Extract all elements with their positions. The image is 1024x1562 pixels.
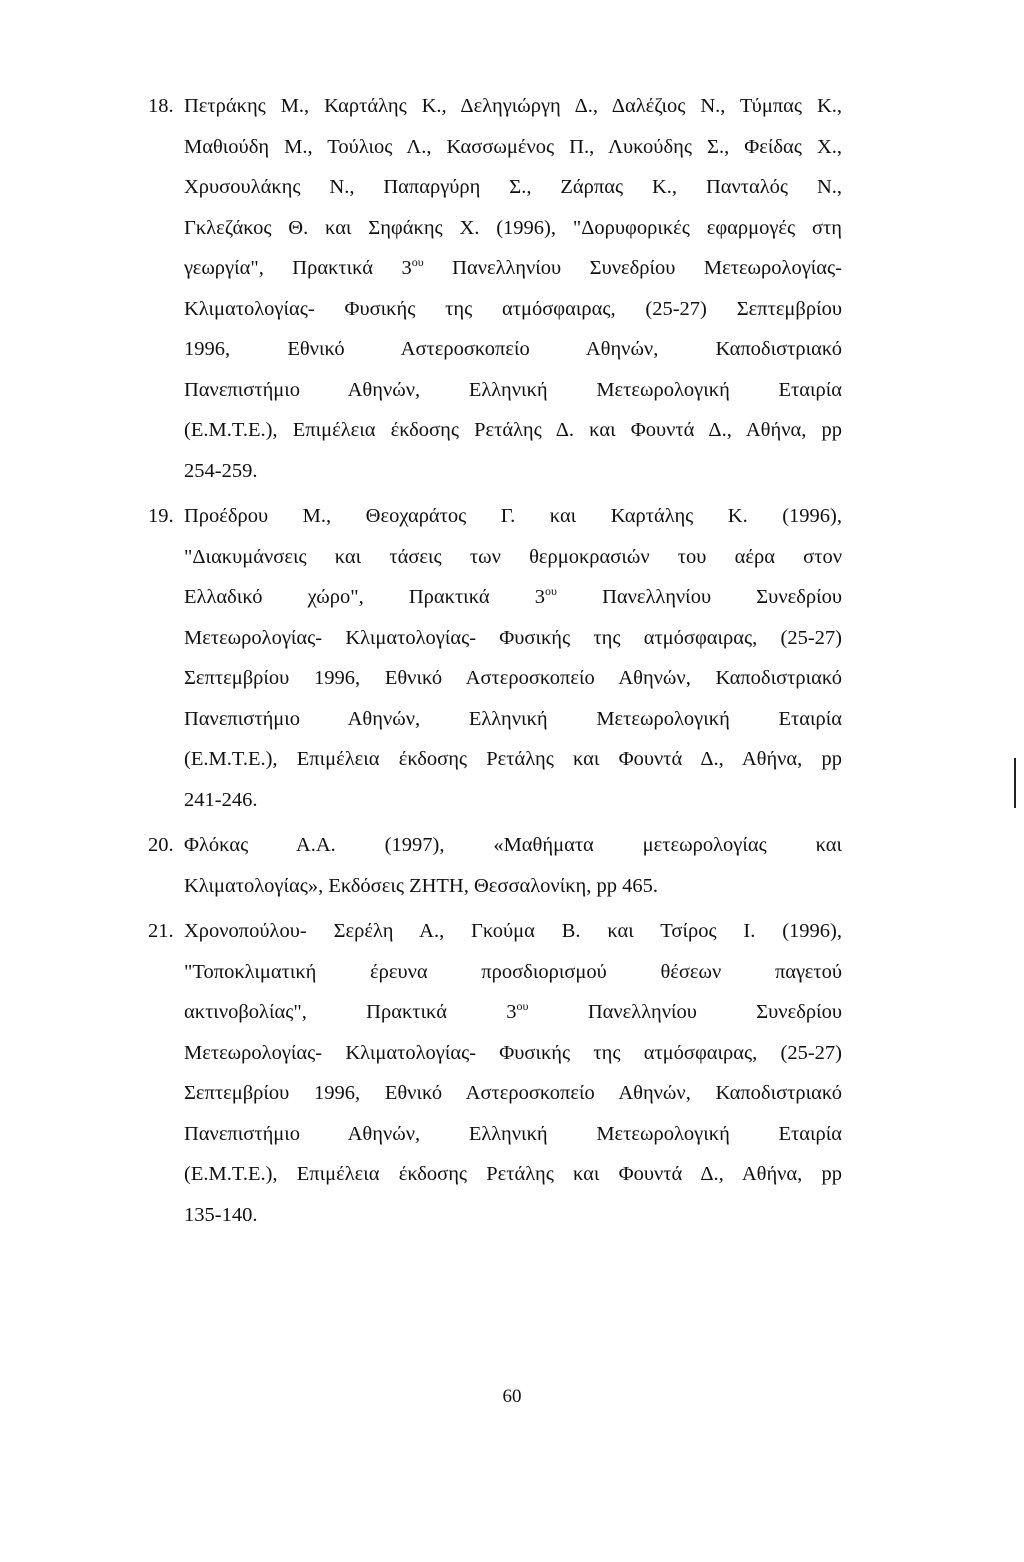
reference-number: 19. <box>148 505 174 527</box>
reference-item <box>148 911 842 1235</box>
reference-line: Φλόκας Α.Α. (1997), «Μαθήματα μετεωρολογίας και <box>184 834 842 856</box>
reference-line: (Ε.Μ.Τ.Ε.), Επιμέλεια έκδοσης Ρετάλης και Φουντά Δ., Αθήνα, pp <box>184 748 842 770</box>
reference-line: (Ε.Μ.Τ.Ε.), Επιμέλεια έκδοσης Ρετάλης Δ. και Φουντά Δ., Αθήνα, pp <box>184 419 842 441</box>
page-number: 60 <box>502 1386 522 1407</box>
reference-line: Σεπτεμβρίου 1996, Εθνικό Αστεροσκοπείο Αθηνών, Καποδιστριακό <box>184 667 842 689</box>
reference-line: Μετεωρολογίας- Κλιματολογίας- Φυσικής της ατμόσφαιρας, (25-27) <box>184 1041 842 1064</box>
reference-line: ακτινοβολίας", Πρακτικά $3^{o\upsilon}$ Πανελληνίου Συνεδρίου <box>184 999 842 1023</box>
reference-line: 241-246. <box>184 788 258 811</box>
reference-line: Γκλεζάκος Θ. και Σηφάκης Χ. (1996), "Δορυφορικές εφαρμογές στη <box>184 216 842 239</box>
reference-number: 18. <box>148 95 174 117</box>
reference-line: (Ε.Μ.Τ.Ε.), Επιμέλεια έκδοσης Ρετάλης και Φουντά Δ., Αθήνα, pp <box>184 1163 842 1185</box>
reference-line: Προέδρου Μ., Θεοχαράτος Γ. και Καρτάλης Κ. (1996), <box>184 505 842 527</box>
margin-mark <box>1014 758 1016 808</box>
reference-line: Κλιματολογίας», Εκδόσεις ΖΗΤΗ, Θεσσαλονίκη, pp 465. <box>184 874 659 897</box>
reference-number: 20. <box>148 834 174 856</box>
reference-line: Μετεωρολογίας- Κλιματολογίας- Φυσικής της ατμόσφαιρας, (25-27) <box>184 626 842 649</box>
reference-line: Κλιματολογίας- Φυσικής της ατμόσφαιρας, (25-27) Σεπτεμβρίου <box>184 297 842 320</box>
reference-line: Πανεπιστήμιο Αθηνών, Ελληνική Μετεωρολογική Εταιρία <box>184 707 842 730</box>
reference-number: 21. <box>148 920 174 942</box>
reference-line: 1996, Εθνικό Αστεροσκοπείο Αθηνών, Καποδιστριακό <box>184 338 842 360</box>
reference-line: Ελλαδικό χώρο", Πρακτικά $3^{o\upsilon}$ Πανελληνίου Συνεδρίου <box>184 584 843 608</box>
reference-line: 254-259. <box>184 459 258 482</box>
reference-line: Χρονοπούλου- Σερέλη Α., Γκούμα Β. και Τσίρος Ι. (1996), <box>184 920 842 942</box>
reference-item <box>148 86 842 491</box>
reference-line: Σεπτεμβρίου 1996, Εθνικό Αστεροσκοπείο Αθηνών, Καποδιστριακό <box>184 1082 842 1104</box>
reference-line: "Διακυμάνσεις και τάσεις των θερμοκρασιών του αέρα στον <box>184 545 842 568</box>
reference-line: γεωργία", Πρακτικά $3^{o\upsilon}$ Πανελληνίου Συνεδρίου Μετεωρολογίας- <box>184 255 842 279</box>
reference-line: 135-140. <box>184 1203 258 1226</box>
reference-item <box>148 825 842 906</box>
reference-line: "Τοποκλιματική έρευνα προσδιορισμού θέσεων παγετού <box>184 960 842 983</box>
reference-list <box>148 86 842 1235</box>
reference-line: Χρυσουλάκης Ν., Παπαργύρη Σ., Ζάρπας Κ., Πανταλός Ν., <box>184 176 842 198</box>
reference-item <box>148 496 842 820</box>
reference-line: Πετράκης Μ., Καρτάλης Κ., Δεληγιώργη Δ., Δαλέζιος Ν., Τύμπας Κ., <box>184 95 842 117</box>
reference-line: Πανεπιστήμιο Αθηνών, Ελληνική Μετεωρολογική Εταιρία <box>184 378 842 401</box>
reference-line: Πανεπιστήμιο Αθηνών, Ελληνική Μετεωρολογική Εταιρία <box>184 1122 842 1145</box>
reference-line: Μαθιούδη Μ., Τούλιος Λ., Κασσωμένος Π., Λυκούδης Σ., Φείδας Χ., <box>184 135 842 158</box>
